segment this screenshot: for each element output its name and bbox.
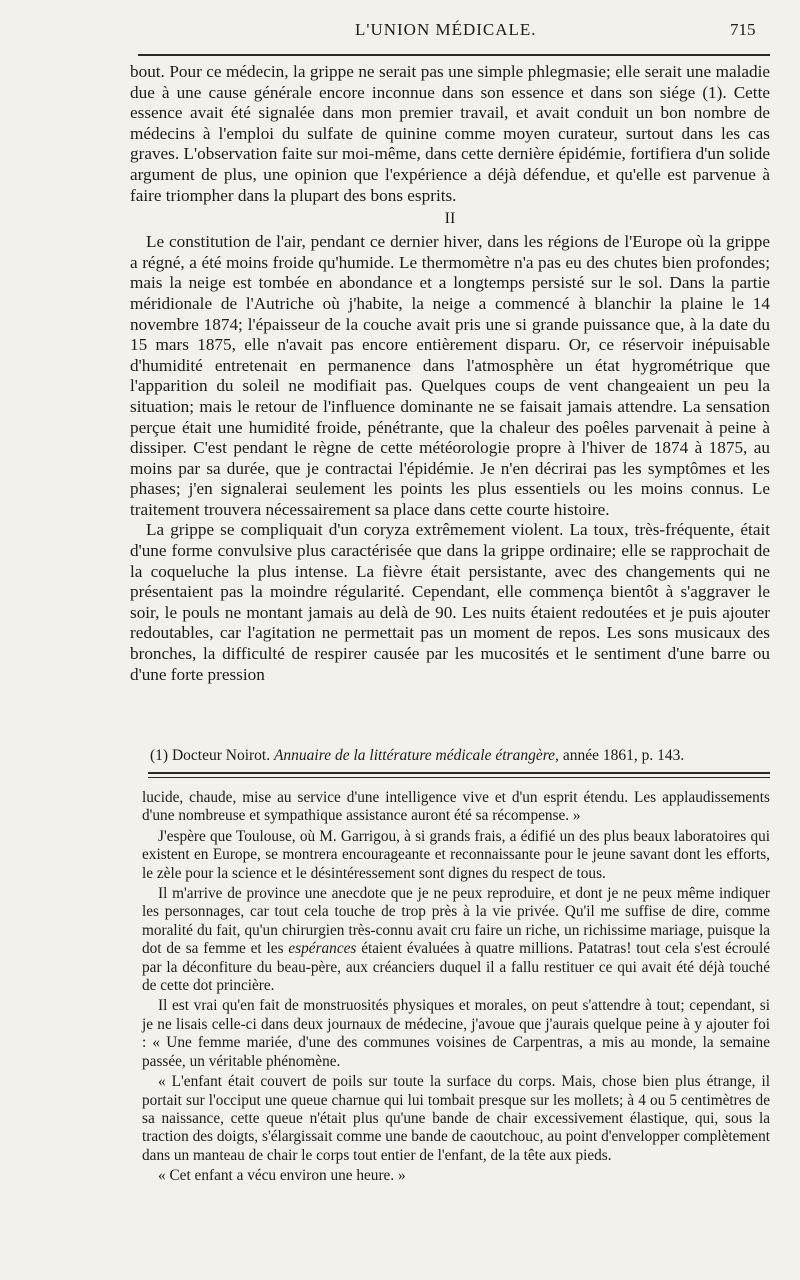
paragraph: Le constitution de l'air, pendant ce dernier hiver, dans les régions de l'Europe où la grippe a régné, a été moins froide qu'humide. Le thermomètre n'a pas eu des chutes bien profondes; mais la neige est tombée en abondance et a longtemps persisté sur le sol. Dans la partie méridionale de l'Autriche où j'habite, la neige a commencé à blanchir la plaine le 14 novembre 1874; l'épaisseur de la couche avait pris une si grande puissance que, à la date du 15 mars 1875, elle n'avait pas encore entièrement disparu. Or, ce réservoir inépuisable d'humidité entretenait en permanence dans l'atmosphère un état hygrométrique que l'apparition du soleil ne modifiait pas. Quelques coups de vent changeaient un peu la situation; mais le retour de l'influence dominante ne se faisait jamais attendre. La sensation perçue était une humidité froide, pénétrante, que la chaleur des poêles parvenait à peine à dissiper. C'est pendant le règne de cette météorologie propre à l'hiver de 1874 à 1875, au moins par sa durée, que je contractai l'épidémie. Je n'en décrirai pas les symptômes et les phases; j'en signalerai seulement les points les plus essentiels ou les moins connus. Le traitement trouvera nécessairement sa place dans cette courte histoire. xyxy=(130,232,770,519)
paragraph: La grippe se compliquait d'un coryza extrêmement violent. La toux, très-fréquente, était d'une forme convulsive plus caractérisée que dans la grippe ordinaire; elle se rapprochait de la coqueluche la plus intense. La fièvre était persistante, avec des changements qui ne présentaient pas la moindre régularité. Cependant, elle commença bientôt à s'aggraver le soir, le pouls ne montant jamais au delà de 90. Les nuits étaient redoutées et je puis ajouter redoutables, car l'agitation ne permettait pas un moment de repos. Les sons musicaux des bronches, la difficulté de respirer causée par les mucosités et le sentiment d'une barre ou d'une forte pression xyxy=(130,520,770,684)
main-article xyxy=(130,62,770,685)
page-number: 715 xyxy=(730,20,756,39)
section-divider xyxy=(148,772,770,774)
paragraph: bout. Pour ce médecin, la grippe ne serait pas une simple phlegmasie; elle serait une maladie due à une cause générale encore inconnue dans son essence et dans son siége (1). Cette essence avait été signalée dans mon premier travail, et avait conduit un bon nombre de médecins à l'emploi du sulfate de quinine comme moyen curateur, surtout dans les cas graves. L'observation faite sur moi-même, dans cette dernière épidémie, fortifiera d'un solide argument de plus, une opinion que l'expérience a déjà défendue, et qu'elle est parvenue à faire triompher dans la plupart des bons esprits. xyxy=(130,62,770,205)
paragraph: « Cet enfant a vécu environ une heure. » xyxy=(158,1167,406,1185)
section-divider-thin xyxy=(148,777,770,778)
paragraph: lucide, chaude, mise au service d'une intelligence vive et d'un esprit étendu. Les applaudissements d'une nombreuse et sympathique assistance auront été sa récompense. » xyxy=(142,789,770,825)
header-rule xyxy=(138,54,770,56)
page-header xyxy=(0,14,800,50)
paragraph: Il est vrai qu'en fait de monstruosités physiques et morales, on peut s'attendre à tout; cependant, si je ne lisais celle-ci dans deux journaux de médecine, j'avoue que j'aurais quelque peine à y ajouter foi : « Une femme mariée, d'une des communes voisines de Carpentras, a mis au monde, la semaine passée, un véritable phénomène. xyxy=(142,997,770,1070)
footnote-prefix: (1) Docteur Noirot. xyxy=(150,747,271,764)
paragraph: J'espère que Toulouse, où M. Garrigou, à si grands frais, a édifié un des plus beaux laboratoires qui existent en Europe, se montrera encourageante et reconnaissante pour le jeune savant dont les efforts, le zèle pour la science et le désintéressement sont dignes du respect de tous. xyxy=(142,827,770,882)
paragraph-text: Il m'arrive de province une anecdote que je ne peux reproduire, et dont je ne peux même indiquer les personnages, car tout cela touche de trop près à la vie privée. Qu'il me suffise de dire, comme moralité du fait, qu'un chirurgien très-connu avait cru faire un riche, un richissime mariage, puisque la dot de sa femme et les xyxy=(142,885,770,958)
paragraph-text: étaient évaluées à quatre millions. Patatras! tout cela s'est écroulé par la déconfiture du beau-père, aux créanciers duquel il a fallu restituer ce qui avait été déjà touché de cette dot princière. xyxy=(142,940,770,995)
feuilleton-column xyxy=(142,789,770,1188)
footnote xyxy=(150,746,770,766)
footnote-suffix: année 1861, p. 143. xyxy=(562,747,685,764)
section-heading: II xyxy=(444,210,456,228)
footnote-title: Annuaire de la littérature médicale étrangère, xyxy=(273,747,559,764)
paragraph: « L'enfant était couvert de poils sur toute la surface du corps. Mais, chose bien plus étrange, il portait sur l'occiput une queue charnue qui lui tombait presque sur les mollets; à 4 ou 5 centimètres de sa naissance, cette queue n'était plus qu'une bande de chair excessivement élastique, qui, sous la traction des doigts, s'élargissait comme une bande de caoutchouc, au point d'envelopper complètement dans un manteau de chair le corps tout entier de l'enfant, de la tête aux pieds. xyxy=(142,1073,770,1164)
emphasis: espérances xyxy=(288,940,357,958)
paragraph xyxy=(142,885,770,995)
running-title: L'UNION MÉDICALE. xyxy=(355,20,537,39)
